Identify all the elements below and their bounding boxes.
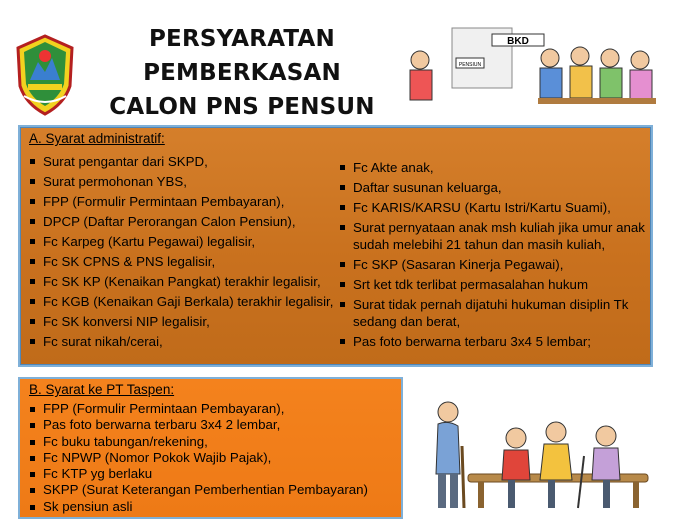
list-item: FPP (Formulir Permintaan Pembayaran), (28, 193, 346, 210)
list-item: Fc NPWP (Nomor Pokok Wajib Pajak), (28, 450, 398, 465)
list-item: Surat permohonan YBS, (28, 173, 346, 190)
list-item: FPP (Formulir Permintaan Pembayaran), (28, 401, 398, 416)
list-item: Fc buku tabungan/rekening, (28, 434, 398, 449)
title-line-3: CALON PNS PENSUN (109, 94, 375, 120)
list-item: Pas foto berwarna terbaru 3x4 2 lembar, (28, 417, 398, 432)
list-item: Sk pensiun asli (28, 499, 398, 514)
section-b-panel (18, 377, 403, 519)
list-item: Fc SK konversi NIP legalisir, (28, 313, 346, 330)
bkd-sign-text: BKD (507, 36, 529, 47)
list-item: Surat tidak pernah dijatuhi hukuman disiplin Tk sedang dan berat, (338, 296, 648, 330)
list-item: Fc KGB (Kenaikan Gaji Berkala) terakhir legalisir, (28, 293, 346, 310)
list-item: Surat pernyataan anak msh kuliah jika umur anak sudah melebihi 21 tahun dan masih kuliah, (338, 219, 648, 253)
province-emblem-logo (14, 34, 76, 116)
section-a-panel (18, 125, 653, 367)
list-item: SKPP (Surat Keterangan Pemberhentian Pembayaran) (28, 482, 398, 497)
list-item: Fc Karpeg (Kartu Pegawai) legalisir, (28, 233, 346, 250)
list-item: Fc KTP yg berlaku (28, 466, 398, 481)
list-item: Fc surat nikah/cerai, (28, 333, 346, 350)
list-item: Srt ket tdk terlibat permasalahan hukum (338, 276, 648, 293)
list-item: Fc Akte anak, (338, 159, 648, 176)
section-b-heading: B. Syarat ke PT Taspen: (29, 382, 175, 397)
section-a-left-list (28, 153, 346, 353)
list-item: Fc SKP (Sasaran Kinerja Pegawai), (338, 256, 648, 273)
list-item: Fc SK CPNS & PNS legalisir, (28, 253, 346, 270)
list-item: Surat pengantar dari SKPD, (28, 153, 346, 170)
list-item: Fc KARIS/KARSU (Kartu Istri/Kartu Suami), (338, 199, 648, 216)
bkd-office-illustration (400, 18, 660, 118)
section-b-list (28, 401, 398, 515)
list-item: Pas foto berwarna terbaru 3x4 5 lembar; (338, 333, 648, 350)
elderly-people-illustration (408, 396, 658, 516)
title-line-1: PERSYARATAN (149, 26, 335, 52)
page-title (92, 22, 392, 124)
section-a-heading: A. Syarat administratif: (29, 131, 165, 146)
list-item: Daftar susunan keluarga, (338, 179, 648, 196)
section-a-right-list (338, 159, 648, 353)
list-item: Fc SK KP (Kenaikan Pangkat) terakhir legalisir, (28, 273, 346, 290)
list-item: DPCP (Daftar Perorangan Calon Pensiun), (28, 213, 346, 230)
title-line-2: PEMBERKASAN (143, 60, 341, 86)
loket-sign-text: PENSIUN (458, 62, 482, 68)
